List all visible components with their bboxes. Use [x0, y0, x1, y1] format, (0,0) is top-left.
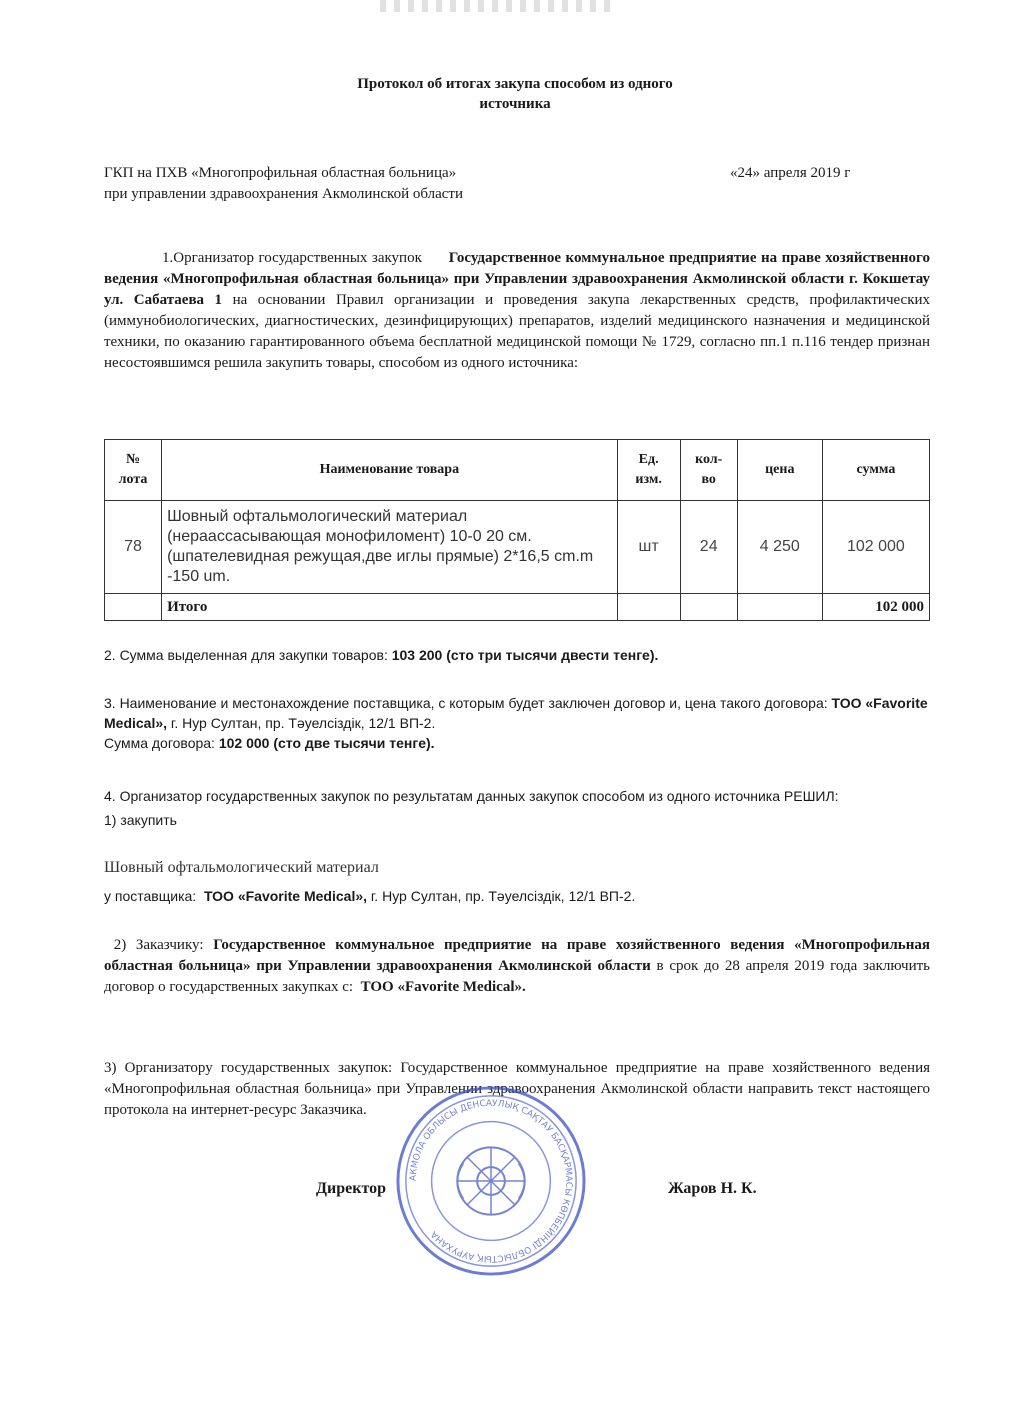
- decision-supplier-address: г. Нур Султан, пр. Тәуелсіздік, 12/1 ВП-2.: [370, 888, 636, 904]
- table-total-row: [105, 594, 930, 621]
- decision-supplier-prefix: у поставщика:: [104, 888, 197, 904]
- table-header-row: [105, 440, 930, 501]
- header-sum: сумма: [822, 440, 929, 501]
- header-price: цена: [737, 440, 822, 501]
- section-2-text: 2. Сумма выделенная для закупки товаров:: [104, 647, 388, 663]
- customer-supplier-name: ТОО «Favorite Medical».: [360, 979, 526, 995]
- section-4-text: 4. Организатор государственных закупок по результатам данных закупок способом из одного источника РЕШИЛ:: [104, 788, 839, 804]
- allocated-amount: 103 200 (сто три тысячи двести тенге).: [391, 647, 659, 663]
- header-unit-line2: изм.: [635, 472, 662, 487]
- total-empty-cell: [617, 594, 680, 621]
- stamp-emblem-icon: [457, 1147, 524, 1214]
- section-1-intro: 1.Организатор государственных закупок: [162, 250, 422, 266]
- supplier-address: г. Нур Султан, пр. Тәуелсіздік, 12/1 ВП-2.: [170, 715, 436, 731]
- header-lot-no-line1: №: [125, 452, 141, 467]
- section-1-rest: на основании Правил организации и проведения закупа лекарственных средств, профилактических (иммунобиологических, диагностических, дезинфицирующих) препаратов, изделий медицинского назначения и медицинской техники, по оказанию гарантированного объема бесплатной медицинской помощи № 1729, согласно пп.1 п.116 тендер признан несостоявшимся решила закупить товары, способом из одного источника:: [104, 292, 931, 371]
- section-3-paragraph: [104, 693, 930, 753]
- total-empty-cell: [105, 594, 162, 621]
- decision-item-1: 1) закупить: [104, 812, 177, 828]
- scan-artifact: [380, 0, 610, 12]
- total-empty-cell: [680, 594, 737, 621]
- signature-name: Жаров Н. К.: [668, 1180, 757, 1197]
- header-lot-no-line2: лота: [118, 472, 148, 487]
- total-label: Итого: [162, 594, 618, 621]
- section-3-text: 3. Наименование и местонахождение поставщика, с которым будет заключен договор и, цена такого договора:: [104, 695, 828, 711]
- customer-deadline-text: в срок до 28 апреля 2019 года заключить договор о государственных закупках с:: [104, 958, 930, 995]
- cell-lot-no: 78: [105, 501, 162, 594]
- signature-title: Директор: [316, 1180, 386, 1197]
- table-row: [105, 501, 930, 594]
- customer-name: Государственное коммунальное предприятие на праве хозяйственного ведения «Многопрофильная областная больница» при Управлении здравоохранения Акмолинской области: [104, 937, 930, 974]
- header-quantity-line2: во: [701, 472, 716, 487]
- contract-amount-label: Сумма договора:: [104, 735, 215, 751]
- header-quantity: [680, 440, 737, 501]
- stamp-text-path: АКМОЛА ОБЛЫСЫ ДЕНСАУЛЫҚ САҚТАУ БАСҚАРМАСЫ КӨПБЕЙІНДІ ОБЛЫСТЫҚ АУРУХАНА: [408, 1098, 574, 1264]
- section-2-paragraph: [104, 645, 930, 665]
- header-unit-line1: Ед.: [638, 452, 659, 467]
- section-1-paragraph: [104, 248, 930, 374]
- section-4-paragraph: [104, 786, 930, 830]
- total-empty-cell: [737, 594, 822, 621]
- cell-goods-name: Шовный офтальмологический материал (нераассасывающая монофиломент) 10-0 20 см. (шпателевидная режущая,две иглы прямые) 2*16,5 cm.m -150 um.: [162, 501, 618, 594]
- official-stamp: [392, 1082, 590, 1280]
- organizer-name: Государственное коммунальное предприятие на праве хозяйственного ведения «Многопрофильная областная больница» при Управлении здравоохранения Акмолинской области г. Кокшетау ул. Сабатаева 1: [104, 250, 930, 308]
- title-line-1: Протокол об итогах закупа способом из одного: [357, 76, 673, 92]
- organization-line-2: при управлении здравоохранения Акмолинской области: [104, 186, 464, 202]
- decision-goods-name: Шовный офтальмологический материал: [104, 859, 379, 876]
- contract-amount: 102 000 (сто две тысячи тенге).: [218, 735, 435, 751]
- decision-supplier-name: ТОО «Favorite Medical»,: [203, 888, 368, 904]
- total-sum: 102 000: [822, 594, 929, 621]
- cell-sum: 102 000: [822, 501, 929, 594]
- section-customer-paragraph: [104, 935, 930, 998]
- cell-quantity: 24: [680, 501, 737, 594]
- header-goods-name: Наименование товара: [162, 440, 618, 501]
- document-date: «24» апреля 2019 г: [730, 165, 851, 181]
- document-title: [260, 74, 770, 114]
- title-line-2: источника: [479, 96, 551, 112]
- header-lot-no: [105, 440, 162, 501]
- customer-prefix: 2) Заказчику:: [113, 937, 204, 953]
- decision-supplier-line: [104, 886, 930, 906]
- organization-header: [104, 163, 584, 205]
- cell-price: 4 250: [737, 501, 822, 594]
- organization-line-1: ГКП на ПХВ «Многопрофильная областная больница»: [104, 165, 457, 181]
- cell-unit: шт: [617, 501, 680, 594]
- goods-table: [104, 439, 930, 621]
- supplier-name: ТОО «Favorite Medical»,: [104, 695, 928, 731]
- header-unit: [617, 440, 680, 501]
- section-organizer-paragraph: 3) Организатору государственных закупок: Государственное коммунальное предприятие на праве хозяйственного ведения «Многопрофильная областная больница» при Управлении здравоохранения Акмолинской области направить текст настоящего протокола на интернет-ресурс Заказчика.: [104, 1060, 930, 1118]
- header-quantity-line1: кол-: [695, 452, 723, 467]
